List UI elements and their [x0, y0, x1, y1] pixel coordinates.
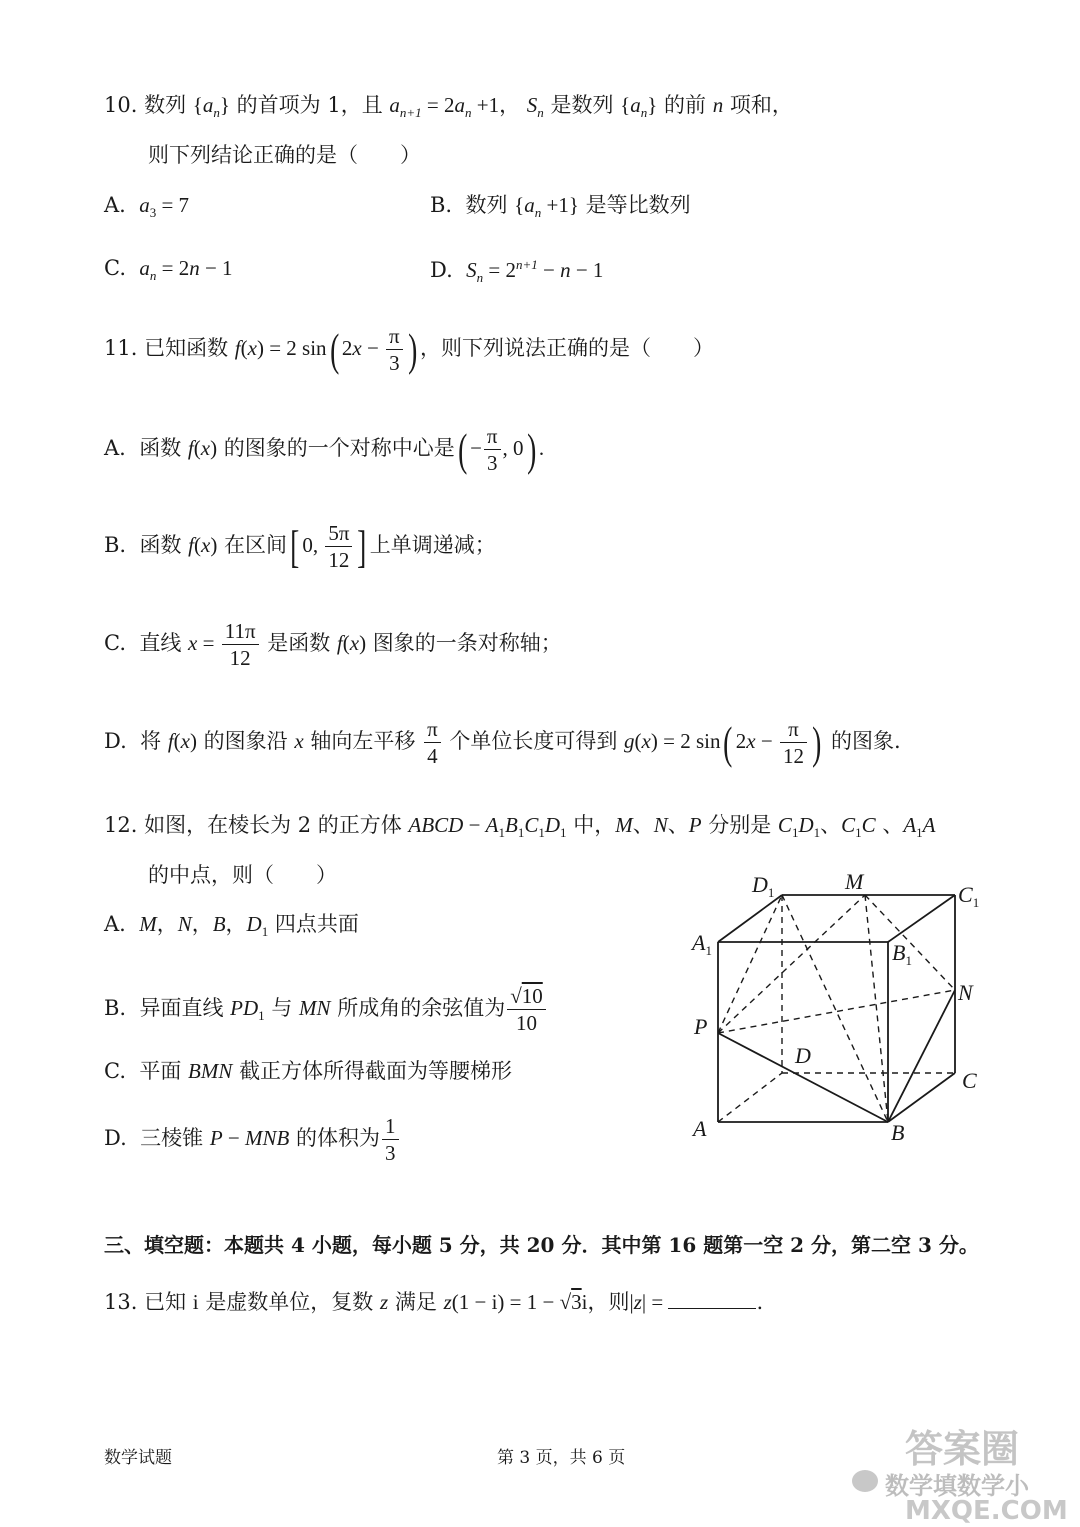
q12-option-b[interactable]: B. 异面直线 $PD_1$ 与 MN 所成角的余弦值为 $\frac{√10}{10}$	[104, 985, 548, 1034]
label-a1: $A_1$	[692, 930, 712, 958]
label-b: B	[891, 1120, 905, 1145]
q13-stem: 13. 已知 i 是虚数单位，复数 z 满足 z(1 − i) = 1 − √3i，则|z| = .	[104, 1290, 764, 1314]
label-p: P	[694, 1014, 708, 1039]
label-c1: $C_1$	[958, 882, 980, 910]
label-c: C	[962, 1068, 977, 1093]
q11-option-b[interactable]: B. 函数 f(x) 在区间[ 0, $\frac{5\pi}{12}$ ] 上单调递减；	[104, 520, 496, 573]
label-d: D	[795, 1043, 811, 1068]
q10-option-b[interactable]: B. 数列 $\{a_n +1\}$ 是等比数列	[430, 193, 691, 221]
question-number: 10.	[104, 93, 138, 117]
q12-option-c[interactable]: C. 平面 BMN 截正方体所得截面为等腰梯形	[104, 1059, 513, 1083]
q12-option-a[interactable]: A. M，N，B，$D_1$ 四点共面	[104, 912, 359, 940]
label-d1: $D_1$	[752, 872, 775, 900]
q11-stem: 11. 已知函数 f(x) = 2 sin( 2x − $\frac{\pi}{3}$ ) ，则下列说法正确的是（ ）	[104, 323, 714, 376]
q10-option-a[interactable]: A. $a_3 = 7$	[104, 193, 190, 221]
q10-option-c[interactable]: C. $a_n = 2n - 1$	[104, 256, 233, 284]
q11-option-c[interactable]: C. 直线 x = $\frac{11\pi}{12}$ 是函数 f(x) 图象的一条对称轴；	[104, 619, 562, 671]
label-m: M	[845, 869, 864, 894]
cube-figure	[680, 860, 1000, 1150]
watermark-site: MXQE.COM	[905, 1496, 1068, 1526]
watermark-account: 数学填数学小	[885, 1472, 1029, 1500]
label-b1: $B_1$	[892, 940, 912, 968]
q12-option-d[interactable]: D. 三棱锥 P − MNB 的体积为 $\frac{1}{3}$	[104, 1115, 401, 1164]
q12-stem-line2: 的中点，则（ ）	[148, 863, 337, 887]
q10-stem: 10. 数列 $\{a_n\}$ 的首项为 1，且 $a_{n+1} = 2a_n +1$， $S_n$ 是数列 $\{a_n\}$ 的前 n 项和，	[104, 93, 793, 121]
section-heading: 三、填空题：本题共 4 小题，每小题 5 分，共 20 分．其中第 16 题第一空 2 分，第二空 3 分。	[104, 1233, 979, 1257]
q10-option-d[interactable]: D. $S_n = 2^{n+1} - n - 1$	[430, 257, 604, 286]
q10-stem-line2: 则下列结论正确的是（ ）	[148, 143, 421, 167]
footer-left: 数学试题	[104, 1448, 172, 1468]
label-n: N	[958, 980, 973, 1005]
q11-option-a[interactable]: A. 函数 f(x) 的图象的一个对称中心是( − $\frac{\pi}{3}$ , 0) .	[104, 423, 545, 476]
watermark-logo: 答案圈	[905, 1427, 1020, 1471]
q11-option-d[interactable]: D. 将 f(x) 的图象沿 x 轴向左平移 $\frac{\pi}{4}$ 个单位长度可得到 g(x) = 2 sin( 2x − $\frac{\pi}{12}$ ) 的图象.	[104, 716, 901, 769]
q12-stem: 12. 如图，在棱长为 2 的正方体 ABCD − $A_1B_1C_1D_1$ 中，M、N、P 分别是 $C_1D_1$、$C_1C$ 、$A_1A$	[104, 813, 936, 841]
footer-page: 第 3 页，共 6 页	[497, 1448, 626, 1468]
answer-blank[interactable]	[668, 1290, 756, 1309]
label-a: A	[693, 1116, 707, 1141]
wechat-icon	[852, 1470, 878, 1492]
